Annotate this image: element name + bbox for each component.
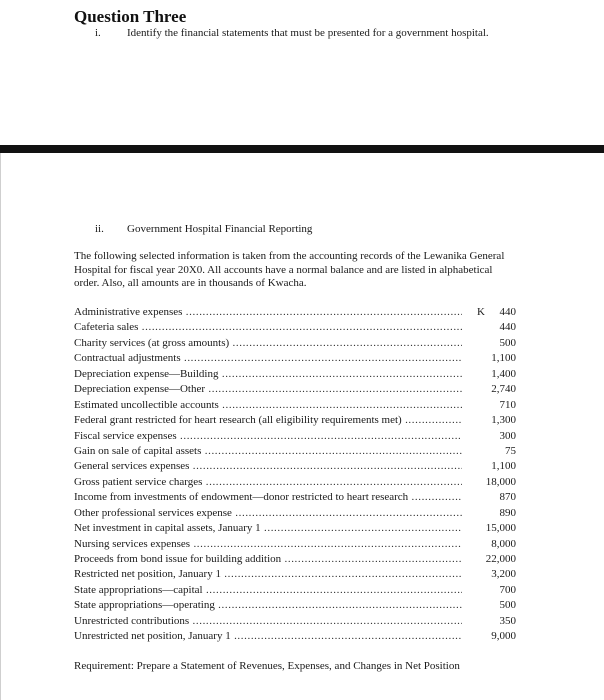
account-row bbox=[74, 444, 518, 459]
account-label: Unrestricted net position, January 1 ..... bbox=[74, 629, 462, 644]
account-row bbox=[74, 320, 518, 335]
account-row bbox=[74, 521, 518, 536]
account-label: Estimated uncollectible accounts ..... bbox=[74, 398, 462, 413]
account-amount: 2,740 bbox=[491, 383, 516, 396]
account-amount: 18,000 bbox=[485, 475, 516, 488]
part-i-number: i. bbox=[95, 27, 101, 39]
account-row bbox=[74, 614, 518, 629]
account-amount: 1,100 bbox=[491, 460, 516, 473]
account-label: Depreciation expense—Building ..... bbox=[74, 367, 462, 382]
account-row bbox=[74, 351, 518, 366]
account-label: Gross patient service charges ..... bbox=[74, 475, 462, 490]
currency-symbol: K bbox=[477, 306, 485, 318]
account-amount: 15,000 bbox=[485, 522, 516, 535]
account-amount: 3,200 bbox=[491, 568, 516, 581]
account-amount: 75 bbox=[505, 444, 516, 457]
account-row bbox=[74, 490, 518, 505]
account-label: General services expenses ..... bbox=[74, 459, 462, 474]
account-row bbox=[74, 537, 518, 552]
account-amount: 9,000 bbox=[491, 630, 516, 643]
account-label: Unrestricted contributions ..... bbox=[74, 614, 462, 629]
account-label: State appropriations—capital ..... bbox=[74, 583, 462, 598]
account-label: State appropriations—operating ..... bbox=[74, 598, 462, 613]
part-ii-title: Government Hospital Financial Reporting bbox=[127, 223, 313, 235]
account-amount: 710 bbox=[499, 398, 516, 411]
part-i-question bbox=[95, 27, 489, 39]
account-row bbox=[74, 398, 518, 413]
account-row bbox=[74, 413, 518, 428]
part-i-text: Identify the financial statements that must be presented for a government hospital. bbox=[127, 27, 489, 39]
part-ii-number: ii. bbox=[95, 223, 104, 235]
account-label: Fiscal service expenses ..... bbox=[74, 429, 462, 444]
account-amount: 350 bbox=[499, 614, 516, 627]
account-label: Contractual adjustments ..... bbox=[74, 351, 462, 366]
account-label: Restricted net position, January 1 ..... bbox=[74, 567, 462, 582]
account-row bbox=[74, 629, 518, 644]
account-amount: 500 bbox=[499, 336, 516, 349]
account-label: Charity services (at gross amounts) ..... bbox=[74, 336, 462, 351]
account-label: Federal grant restricted for heart research (all eligibility requirements met) ..... bbox=[74, 413, 462, 428]
intro-paragraph: The following selected information is taken from the accounting records of the Lewanika General Hospital for fiscal year 20X0. All accounts have a normal balance and are listed in alphabetical order. Also, all amounts are in thousands of Kwacha. bbox=[74, 250, 505, 289]
account-amount: 440 bbox=[499, 306, 516, 318]
account-amount: 700 bbox=[499, 583, 516, 596]
page-divider bbox=[0, 145, 604, 153]
account-row bbox=[74, 459, 518, 474]
account-label: Proceeds from bond issue for building addition ..... bbox=[74, 552, 462, 567]
account-label: Depreciation expense—Other ..... bbox=[74, 382, 462, 397]
account-row bbox=[74, 429, 518, 444]
account-list bbox=[74, 305, 518, 645]
account-row bbox=[74, 336, 518, 351]
account-amount: 8,000 bbox=[491, 537, 516, 550]
account-label: Income from investments of endowment—donor restricted to heart research ..... bbox=[74, 490, 462, 505]
account-label: Other professional services expense ..... bbox=[74, 506, 462, 521]
account-row bbox=[74, 305, 518, 320]
account-row bbox=[74, 552, 518, 567]
account-row bbox=[74, 475, 518, 490]
account-amount: 440 bbox=[499, 321, 516, 334]
account-amount: 1,100 bbox=[491, 352, 516, 365]
account-row bbox=[74, 598, 518, 613]
account-label: Cafeteria sales ..... bbox=[74, 320, 462, 335]
account-label: Gain on sale of capital assets ..... bbox=[74, 444, 462, 459]
account-label: Administrative expenses ..... bbox=[74, 305, 462, 320]
account-row bbox=[74, 583, 518, 598]
question-heading: Question Three bbox=[74, 7, 187, 26]
account-amount: 22,000 bbox=[485, 553, 516, 565]
account-label: Net investment in capital assets, January 1 ..... bbox=[74, 521, 462, 536]
account-amount: 890 bbox=[499, 506, 516, 519]
requirement-text: Requirement: Prepare a Statement of Revenues, Expenses, and Changes in Net Position bbox=[74, 660, 460, 672]
account-row bbox=[74, 506, 518, 521]
account-amount: 1,400 bbox=[491, 367, 516, 380]
part-ii-heading bbox=[95, 223, 312, 235]
account-amount: 870 bbox=[499, 491, 516, 504]
account-amount: 300 bbox=[499, 429, 516, 442]
account-amount: 500 bbox=[499, 599, 516, 612]
account-row bbox=[74, 367, 518, 382]
account-row bbox=[74, 382, 518, 397]
account-amount: 1,300 bbox=[491, 414, 516, 427]
account-row bbox=[74, 567, 518, 582]
account-label: Nursing services expenses ..... bbox=[74, 537, 462, 552]
